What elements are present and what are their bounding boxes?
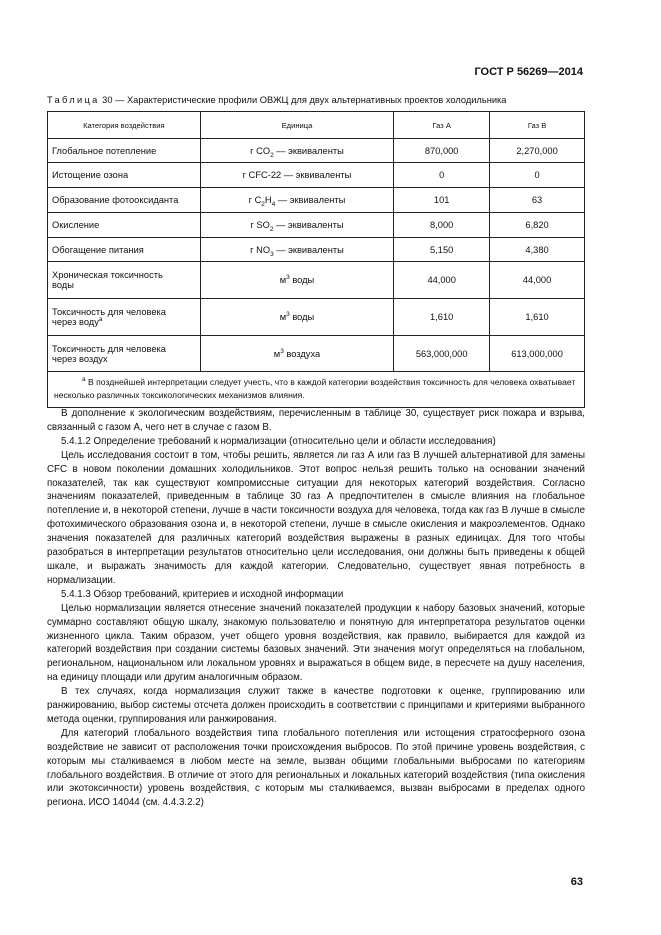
table-row: [48, 336, 585, 372]
table-caption-word: Таблица: [47, 95, 100, 105]
header-unit: Единица: [200, 112, 394, 139]
category-cell: Токсичность для человека через воду$^a$: [48, 299, 201, 336]
category-cell: Образование фотооксиданта: [48, 188, 201, 213]
gas-a-cell: 0: [394, 163, 490, 188]
footnote-mark: a: [82, 376, 86, 384]
paragraph: Цель исследования состоит в том, чтобы решить, является ли газ А или газ В лучшей альтернативой для замены CFC в новом поколении домашних холодильников. Этот вопрос нельзя решить только на основании значений показателей, так как существуют компромиссные ситуации для некоторых категорий воздействия. Согласно значениям показателей, приведенным в таблице 30 газ А предпочтителен в смысле влияния на глобальное потепление и, в некоторой степени, лучше в части токсичности воздуха для человека, тогда как газ В лучше в смысле фотохимического образования озона и, в некоторой степени, лучше в смысле окисления и макроэлементов. Однако значения показателей для различных категорий воздействия выражены в разных единицах. Для того чтобы разобраться в интерпретации результатов относительно цели исследования, они должны быть приведены к общей шкале, и выражать значимость для каждой категории. Следовательно, существует явная потребность в нормализации.: [47, 449, 585, 586]
standard-header: ГОСТ Р 56269—2014: [474, 66, 583, 78]
page-number: 63: [570, 876, 583, 888]
unit-cell: г $NO_3$ — эквиваленты: [200, 238, 394, 262]
gas-a-cell: 44,000: [394, 262, 490, 299]
unit-cell: г $C_2H_4$ — эквиваленты: [200, 188, 394, 213]
table-footnote: [48, 372, 585, 408]
gas-b-cell: 613,000,000: [490, 336, 585, 372]
gas-b-cell: 0: [490, 163, 585, 188]
paragraph: В тех случаях, когда нормализация служит также в качестве подготовки к оценке, группированию или ранжированию, выбор системы отсчета должен происходить в соответствии с принципами и критериями выбранного метода оценки, группирования или ранжирования.: [47, 686, 585, 725]
unit-cell: г CFC-22 — эквиваленты: [200, 163, 394, 188]
category-cell: Токсичность для человека через воздух: [48, 336, 201, 372]
table-caption: [47, 95, 506, 105]
table-row: [48, 163, 585, 188]
gas-b-cell: 63: [490, 188, 585, 213]
unit-cell: $м^3$ воздуха: [200, 336, 394, 372]
unit-cell: $м^3$ воды: [200, 299, 394, 336]
gas-b-cell: 4,380: [490, 238, 585, 262]
unit-cell: г $CO_2$ — эквиваленты: [200, 139, 394, 163]
header-gas-a: Газ A: [394, 112, 490, 139]
gas-b-cell: 1,610: [490, 299, 585, 336]
gas-b-cell: 6,820: [490, 213, 585, 238]
gas-a-cell: 5,150: [394, 238, 490, 262]
paragraph: Для категорий глобального воздействия типа глобального потепления или истощения стратосферного озона воздействие не зависит от расположения точки происхождения выбросов. По этой причине уровень воздействия, с которым мы сталкиваемся в любом месте на земле, вызван общими глобальными выбросами по категориям глобального воздействия. В отличие от этого для региональных и локальных категорий воздействия (типа окисления или экотоксичности) уровень воздействия, с которым мы сталкиваемся, вызван выбросами в пределах одного региона. ИСО 14044 (см. 4.4.3.2.2): [47, 727, 585, 809]
table-header-row: [48, 112, 585, 139]
unit-cell: $м^3$ воды: [200, 262, 394, 299]
header-gas-b: Газ B: [490, 112, 585, 139]
gas-a-cell: 563,000,000: [394, 336, 490, 372]
category-cell: Окисление: [48, 213, 201, 238]
paragraph: Целью нормализации является отнесение значений показателей продукции к набору базовых значений, которые суммарно составляют общую шкалу, знакомую пользователю и понятную для интерпретатора результатов оценки жизненного цикла. Таким образом, учет общего уровня воздействия, как правило, выбирается для каждой из категорий воздействия при создании системы базовых значений. Эти значения могут определяться на глобальном, региональном, национальном или локальном уровнях и выражаться в общем виде, в пересчете на душу населения, на единицу площади или другим аналогичным образом.: [47, 602, 585, 684]
category-cell: Глобальное потепление: [48, 139, 201, 163]
footnote-text: В позднейшей интерпретации следует учесть, что в каждой категории воздействия токсичность для человека охватывает несколько различных токсикологических механизмов влияния.: [54, 377, 576, 400]
section-heading: 5.4.1.2 Определение требований к нормализации (относительно цели и области исследования): [61, 435, 496, 447]
impact-table: [47, 111, 585, 408]
header-category: Категория воздействия: [48, 112, 201, 139]
paragraph: В дополнение к экологическим воздействиям, перечисленным в таблице 30, существует риск пожара и взрыва, связанный с газом А, чего нет в случае с газом В.: [47, 408, 585, 433]
category-cell: Истощение озона: [48, 163, 201, 188]
gas-b-cell: 2,270,000: [490, 139, 585, 163]
footnote-ref: a: [98, 315, 103, 323]
gas-b-cell: 44,000: [490, 262, 585, 299]
table-row: [48, 238, 585, 262]
table-row: [48, 213, 585, 238]
table-row: [48, 299, 585, 336]
table-row: [48, 262, 585, 299]
table-caption-text: 30 — Характеристические профили ОВЖЦ для двух альтернативных проектов холодильника: [102, 95, 507, 105]
gas-a-cell: 1,610: [394, 299, 490, 336]
gas-a-cell: 8,000: [394, 213, 490, 238]
section-heading: 5.4.1.3 Обзор требований, критериев и исходной информации: [61, 588, 344, 600]
unit-cell: г $SO_2$ — эквиваленты: [200, 213, 394, 238]
table-footnote-row: [48, 372, 585, 408]
table-row: [48, 139, 585, 163]
category-cell: Хроническая токсичность воды: [48, 262, 201, 299]
gas-a-cell: 870,000: [394, 139, 490, 163]
category-cell: Обогащение питания: [48, 238, 201, 262]
body-text: [47, 407, 585, 810]
table-row: [48, 188, 585, 213]
gas-a-cell: 101: [394, 188, 490, 213]
